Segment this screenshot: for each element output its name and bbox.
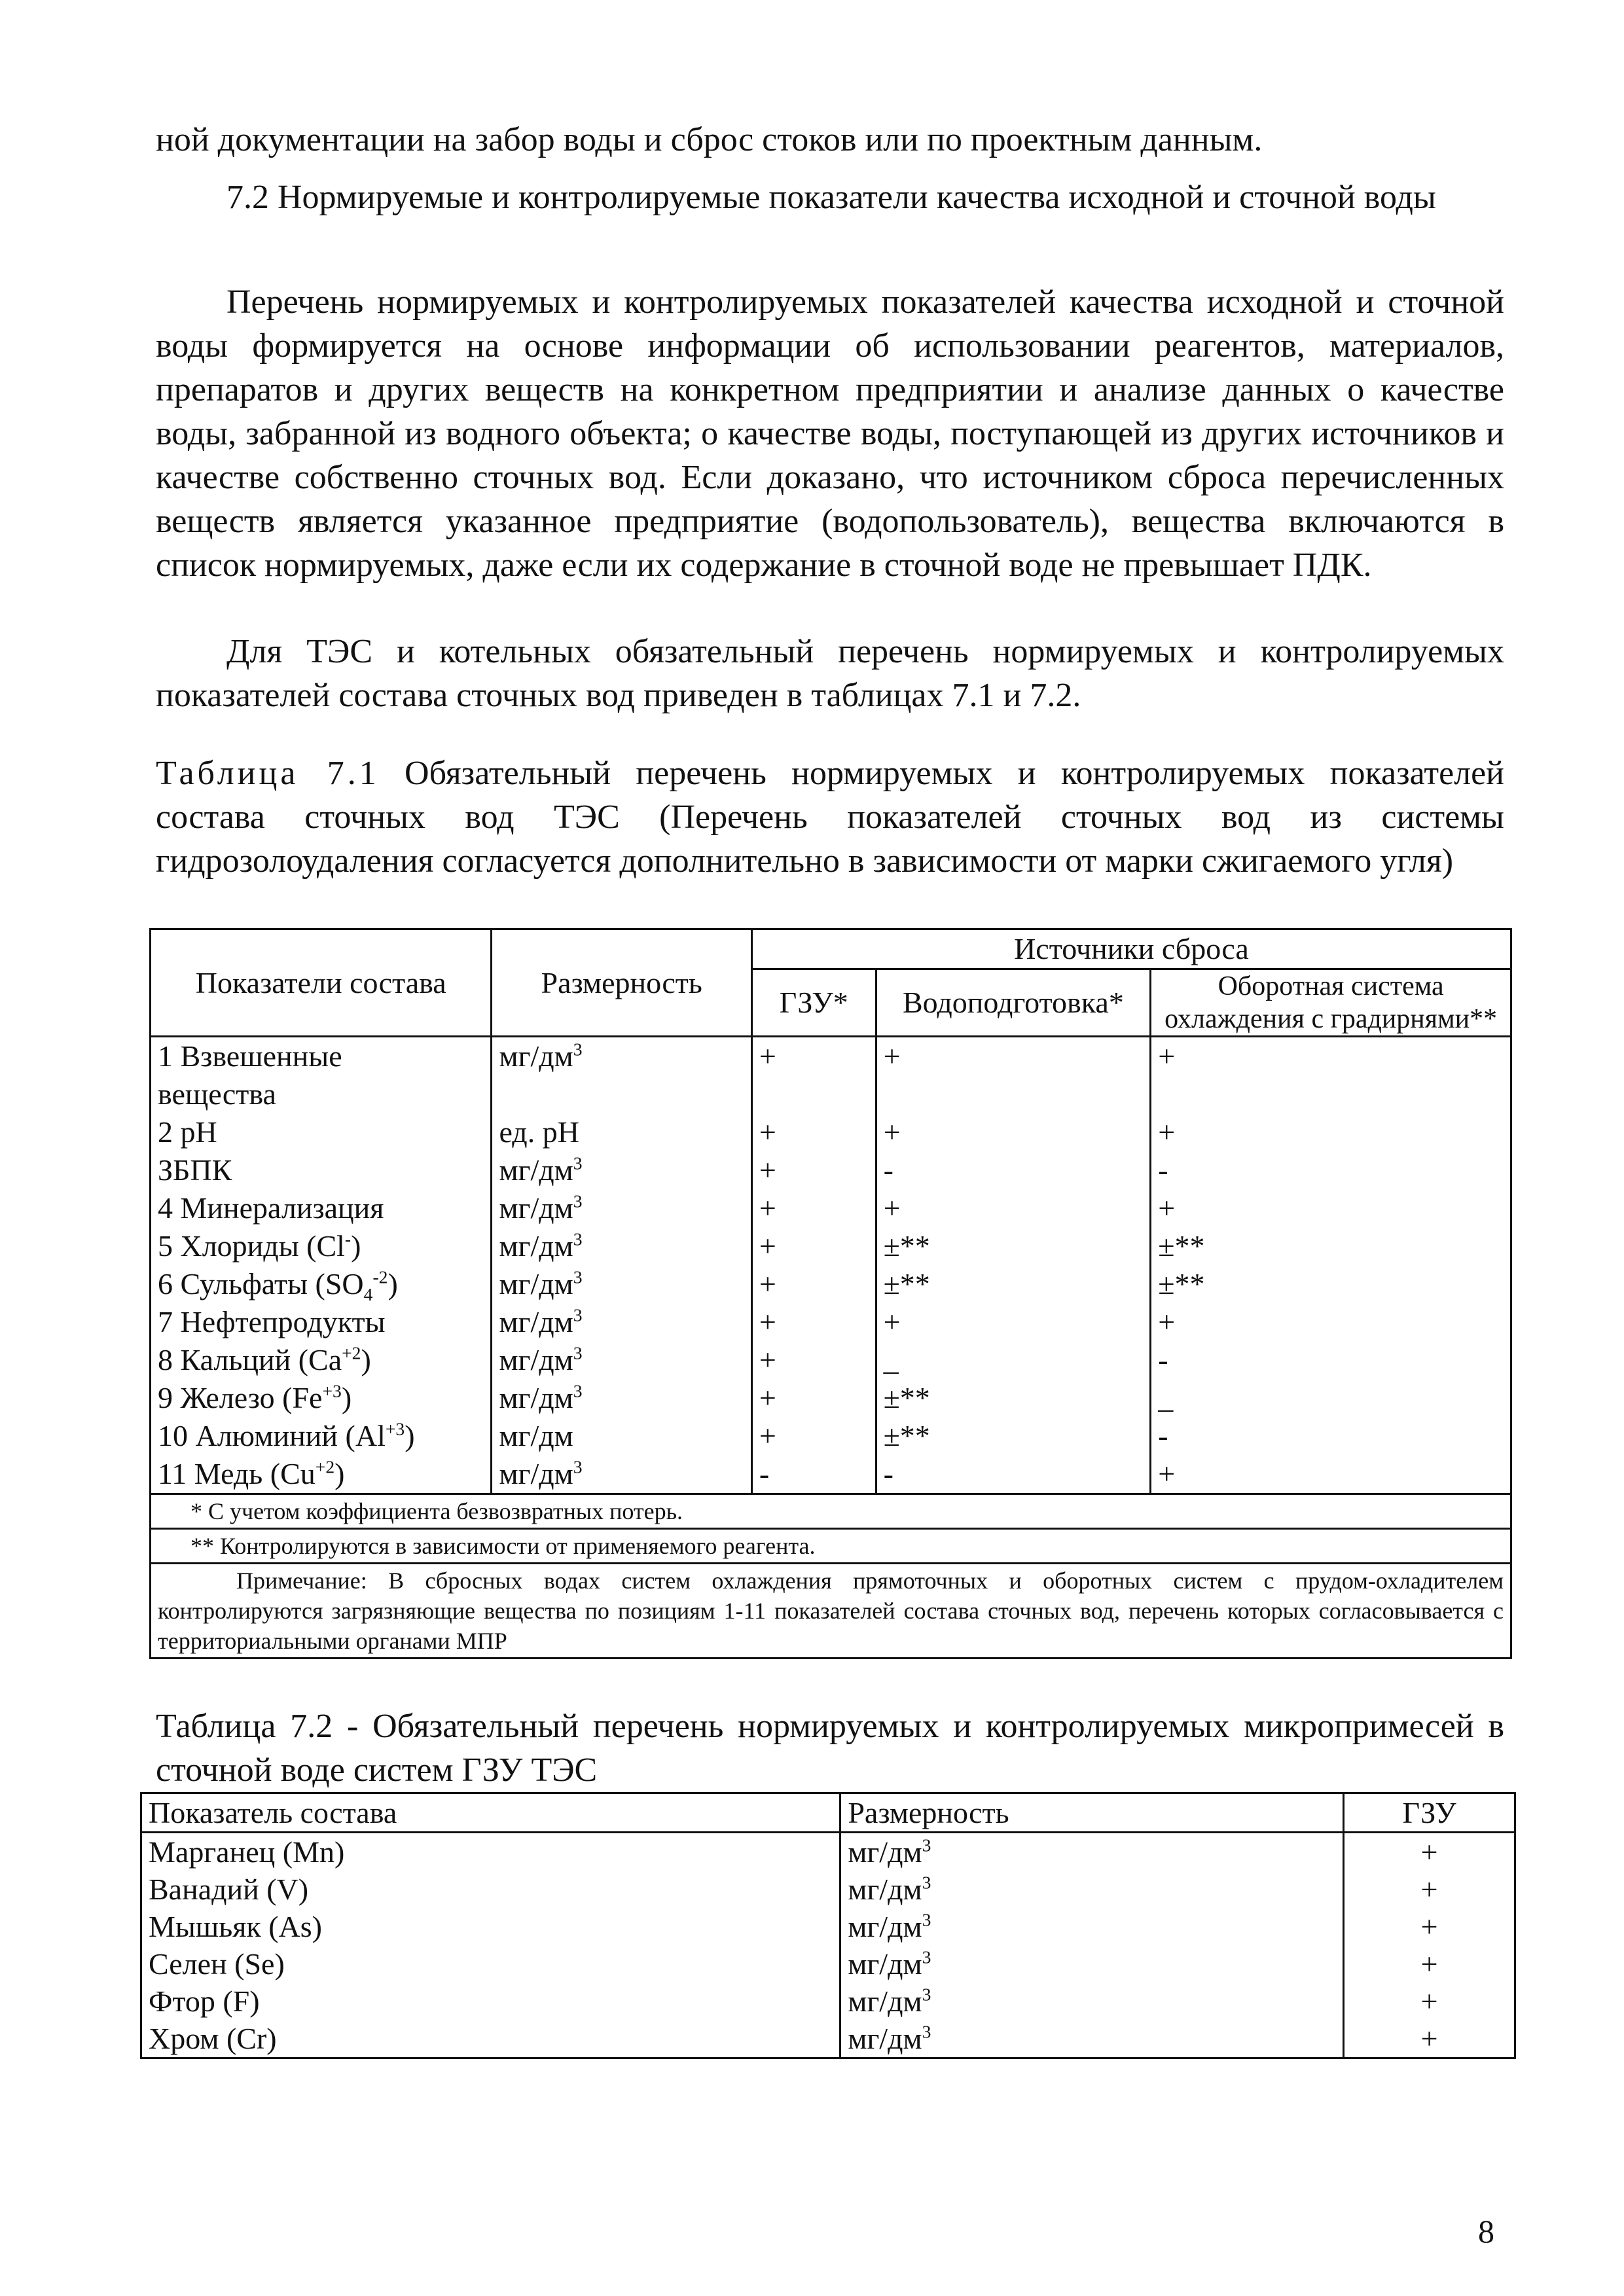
col-water-prep (876, 1037, 1151, 1494)
indicator-name: 10 Алюминий $(Al^{+3})$ (158, 1418, 415, 1452)
water-prep-mark: ±** (883, 1381, 930, 1414)
col-indicator (151, 1037, 492, 1494)
header-unit: Размерность (492, 929, 751, 1037)
gzu-mark: + (759, 1381, 776, 1414)
gzu-mark: + (759, 1191, 776, 1225)
intro-paragraph-1: Перечень нормируемых и контролируемых показателей качества исходной и сточной воды формируется на основе информации об использовании реагентов, материалов, препаратов и других веществ на конкретном предприятии и анализе данных о качестве воды, забранной из водного объекта; о качестве воды, поступающей из других источников и качестве собственно сточных вод. Если доказано, что источником сброса перечисленных веществ является указанное предприятие (водопользователь), вещества включаются в список нормируемых, даже если их содержание в сточной воде не превышает ПДК. (156, 283, 1504, 584)
table71-note1: * С учетом коэффициента безвозвратных потерь. (151, 1494, 1511, 1529)
water-prep-mark: + (883, 1305, 901, 1338)
unit-value: мг/дм (499, 1419, 573, 1452)
indicator-name: 9 Железо $(Fe^{+3})$ (158, 1380, 352, 1414)
indicator-name: 8 Кальций $(Ca^{+2})$ (158, 1342, 371, 1376)
t72-gzu: + (1344, 1871, 1515, 1908)
header-water-prep: Водоподготовка* (876, 969, 1151, 1037)
table72-row (141, 2020, 1515, 2058)
t72-unit: $мг/дм^3$ (840, 1833, 1344, 1871)
cooling-mark: - (1158, 1153, 1168, 1187)
cooling-mark: + (1158, 1115, 1176, 1149)
table71-note2: ** Контролируются в зависимости от применяемого реагента. (151, 1529, 1511, 1564)
table-7-2 (140, 1792, 1516, 2059)
t72-gzu: + (1344, 1833, 1515, 1871)
unit-value: $мг/дм^3$ (499, 1153, 583, 1187)
water-prep-mark: + (883, 1115, 901, 1149)
indicator-name: 6 Сульфаты $(SO_4^{-2})$ (158, 1266, 398, 1305)
table71-caption (156, 751, 1504, 883)
gzu-mark: + (759, 1343, 776, 1376)
unit-value: $мг/дм^3$ (499, 1380, 583, 1414)
cooling-mark: _ (1158, 1381, 1174, 1414)
unit-value: $мг/дм^3$ (499, 1456, 583, 1490)
t72-gzu: + (1344, 2020, 1515, 2058)
cooling-mark: ±** (1158, 1267, 1205, 1300)
table71-body (151, 1037, 1511, 1494)
unit-value: $мг/дм^3$ (499, 1191, 583, 1225)
col-gzu (751, 1037, 876, 1494)
indicator-name: 4 Минерализация (158, 1191, 384, 1225)
t72-header-indicator: Показатель состава (141, 1793, 840, 1833)
table72-row (141, 1982, 1515, 2020)
water-prep-mark: + (883, 1191, 901, 1225)
gzu-mark: + (759, 1153, 776, 1187)
table72-header-row (141, 1793, 1515, 1833)
cooling-mark: - (1158, 1419, 1168, 1452)
indicator-name: 11 Медь $(Cu^{+2})$ (158, 1456, 345, 1490)
indicator-name: 7 Нефтепродукты (158, 1305, 386, 1338)
t72-unit: $мг/дм^3$ (840, 1908, 1344, 1945)
table71-caption-label: Таблица 7.1 (156, 755, 380, 792)
t72-gzu: + (1344, 1908, 1515, 1945)
table71-header-row (151, 929, 1511, 969)
t72-indicator: Марганец (Mn) (141, 1833, 840, 1871)
section-heading: 7.2 Нормируемые и контролируемые показатели качества исходной и сточной воды (226, 179, 1436, 216)
t72-gzu: + (1344, 1982, 1515, 2020)
gzu-mark: + (759, 1039, 776, 1073)
table71-note3: Примечание: В сбросных водах систем охлаждения прямоточных и оборотных систем с прудом-охладителем контролируются загрязняющие вещества по позициям 1-11 показателей состава сточных вод, перечень которых согласовывается с территориальными органами МПР (151, 1564, 1511, 1659)
gzu-mark: + (759, 1305, 776, 1338)
indicator-name: 2 pH (158, 1115, 217, 1149)
gzu-mark: + (759, 1229, 776, 1263)
header-indicator: Показатели состава (151, 929, 492, 1037)
t72-indicator: Селен (Se) (141, 1945, 840, 1982)
table72-row (141, 1945, 1515, 1982)
table71-note1-row (151, 1494, 1511, 1529)
unit-value: ед. pH (499, 1115, 579, 1149)
water-prep-mark: ±** (883, 1419, 930, 1452)
gzu-mark: + (759, 1267, 776, 1300)
table72-row (141, 1871, 1515, 1908)
cooling-mark: + (1158, 1305, 1176, 1338)
unit-value: $мг/дм^3$ (499, 1229, 583, 1263)
water-prep-mark: - (883, 1153, 893, 1187)
unit-value: $мг/дм^3$ (499, 1039, 583, 1073)
water-prep-mark: + (883, 1039, 901, 1073)
water-prep-mark: _ (883, 1343, 899, 1376)
header-cooling: Оборотная система охлаждения с градирнями** (1151, 969, 1511, 1037)
table71-caption-text: Обязательный перечень нормируемых и контролируемых показателей состава сточных вод ТЭС (Перечень показателей сточных вод из системы гидрозолоудаления согласуется дополнительно в зависимости от марки сжигаемого угля) (156, 755, 1505, 880)
indicator-name: ЗБПК (158, 1153, 232, 1187)
t72-header-unit: Размерность (840, 1793, 1344, 1833)
col-cooling (1151, 1037, 1511, 1494)
table72-row (141, 1833, 1515, 1871)
gzu-mark: + (759, 1115, 776, 1149)
table72-caption: Таблица 7.2 - Обязательный перечень нормируемых и контролируемых микропримесей в сточной воде систем ГЗУ ТЭС (156, 1708, 1504, 1789)
t72-header-gzu: ГЗУ (1344, 1793, 1515, 1833)
water-prep-mark: ±** (883, 1267, 930, 1300)
t72-unit: $мг/дм^3$ (840, 1982, 1344, 2020)
table71-note3-row (151, 1564, 1511, 1659)
table71-note2-row (151, 1529, 1511, 1564)
t72-unit: $мг/дм^3$ (840, 2020, 1344, 2058)
t72-indicator: Мышьяк (As) (141, 1908, 840, 1945)
t72-indicator: Хром (Cr) (141, 2020, 840, 2058)
unit-value: $мг/дм^3$ (499, 1342, 583, 1376)
cooling-mark: ±** (1158, 1229, 1205, 1263)
t72-unit: $мг/дм^3$ (840, 1945, 1344, 1982)
indicator-name: 5 Хлориды (Cl-) (158, 1229, 361, 1263)
cooling-mark: + (1158, 1457, 1176, 1490)
header-sources: Источники сброса (751, 929, 1511, 969)
header-gzu: ГЗУ* (751, 969, 876, 1037)
t72-gzu: + (1344, 1945, 1515, 1982)
gzu-mark: + (759, 1419, 776, 1452)
intro-line: ной документации на забор воды и сброс стоков или по проектным данным. (156, 121, 1263, 158)
t72-indicator: Фтор (F) (141, 1982, 840, 2020)
intro-paragraph-2: Для ТЭС и котельных обязательный перечень нормируемых и контролируемых показателей состава сточных вод приведен в таблицах 7.1 и 7.2. (156, 633, 1504, 714)
t72-indicator: Ванадий (V) (141, 1871, 840, 1908)
water-prep-mark: ±** (883, 1229, 930, 1263)
indicator-name: 1 Взвешенные вещества (158, 1039, 342, 1111)
unit-value: $мг/дм^3$ (499, 1266, 583, 1300)
water-prep-mark: - (883, 1457, 893, 1490)
page-number: 8 (1478, 2213, 1494, 2250)
table-7-1 (149, 928, 1512, 1659)
gzu-mark: - (759, 1457, 770, 1490)
table72-row (141, 1908, 1515, 1945)
t72-unit: $мг/дм^3$ (840, 1871, 1344, 1908)
cooling-mark: + (1158, 1039, 1176, 1073)
col-unit (492, 1037, 751, 1494)
cooling-mark: - (1158, 1343, 1168, 1376)
unit-value: $мг/дм^3$ (499, 1304, 583, 1338)
cooling-mark: + (1158, 1191, 1176, 1225)
